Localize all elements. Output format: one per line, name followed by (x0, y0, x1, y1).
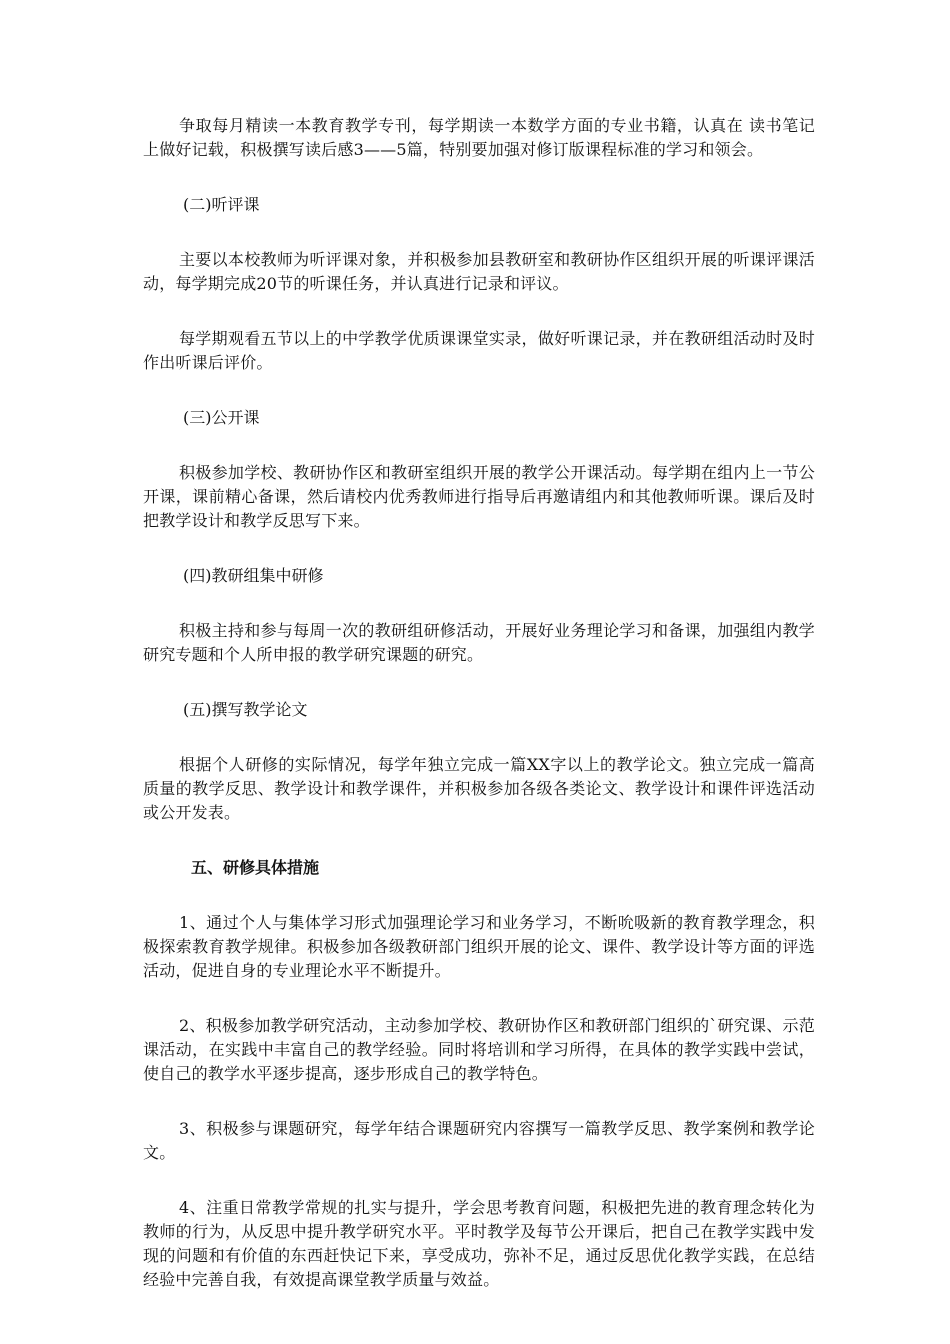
paragraph-listening-1: 主要以本校教师为听评课对象，并积极参加县教研室和教研协作区组织开展的听课评课活动，每学期完成20节的听课任务，并认真进行记录和评议。 (143, 250, 815, 293)
section-heading-measures: 五、研修具体措施 (191, 858, 320, 877)
paragraph-open-class: 积极参加学校、教研协作区和教研室组织开展的教学公开课活动。每学期在组内上一节公开课，课前精心备课，然后请校内优秀教师进行指导后再邀请组内和其他教师听课。课后及时把教学设计和教学反思写下来。 (143, 463, 815, 530)
measure-item-3: 3、积极参与课题研究，每学年结合课题研究内容撰写一篇教学反思、教学案例和教学论文。 (143, 1119, 815, 1162)
subheading-open-class: (三)公开课 (183, 408, 260, 427)
measure-item-1: 1、通过个人与集体学习形式加强理论学习和业务学习，不断吮吸新的教育教学理念，积极探索教育教学规律。积极参加各级教研部门组织开展的论文、课件、教学设计等方面的评选活动，促进自身的专业理论水平不断提升。 (143, 913, 815, 980)
paragraph-group-training: 积极主持和参与每周一次的教研组研修活动，开展好业务理论学习和备课，加强组内教学研究专题和个人所申报的教学研究课题的研究。 (143, 621, 815, 664)
subheading-group-training: (四)教研组集中研修 (183, 566, 324, 585)
document-body (143, 114, 815, 1292)
paragraph-listening-2: 每学期观看五节以上的中学教学优质课课堂实录，做好听课记录，并在教研组活动时及时作出听课后评价。 (143, 329, 815, 372)
paragraph-papers: 根据个人研修的实际情况，每学年独立完成一篇XX字以上的教学论文。独立完成一篇高质量的教学反思、教学设计和教学课件，并积极参加各级各类论文、教学设计和课件评选活动或公开发表。 (143, 755, 815, 822)
measure-item-2: 2、积极参加教学研究活动，主动参加学校、教研协作区和教研部门组织的`研究课、示范课活动，在实践中丰富自己的教学经验。同时将培训和学习所得，在具体的教学实践中尝试，使自己的教学水平逐步提高，逐步形成自己的教学特色。 (143, 1016, 815, 1083)
subheading-papers: (五)撰写教学论文 (183, 700, 308, 719)
subheading-listening: (二)听评课 (183, 195, 260, 214)
measure-item-4: 4、注重日常教学常规的扎实与提升，学会思考教育问题，积极把先进的教育理念转化为教师的行为，从反思中提升教学研究水平。平时教学及每节公开课后，把自己在教学实践中发现的问题和有价值的东西赶快记下来，享受成功，弥补不足，通过反思优化教学实践，在总结经验中完善自我，有效提高课堂教学质量与效益。 (143, 1198, 815, 1289)
paragraph-reading: 争取每月精读一本教育教学专刊，每学期读一本数学方面的专业书籍，认真在 读书笔记 上做好记载，积极撰写读后感3——5篇，特别要加强对修订版课程标准的学习和领会。 (143, 116, 815, 159)
